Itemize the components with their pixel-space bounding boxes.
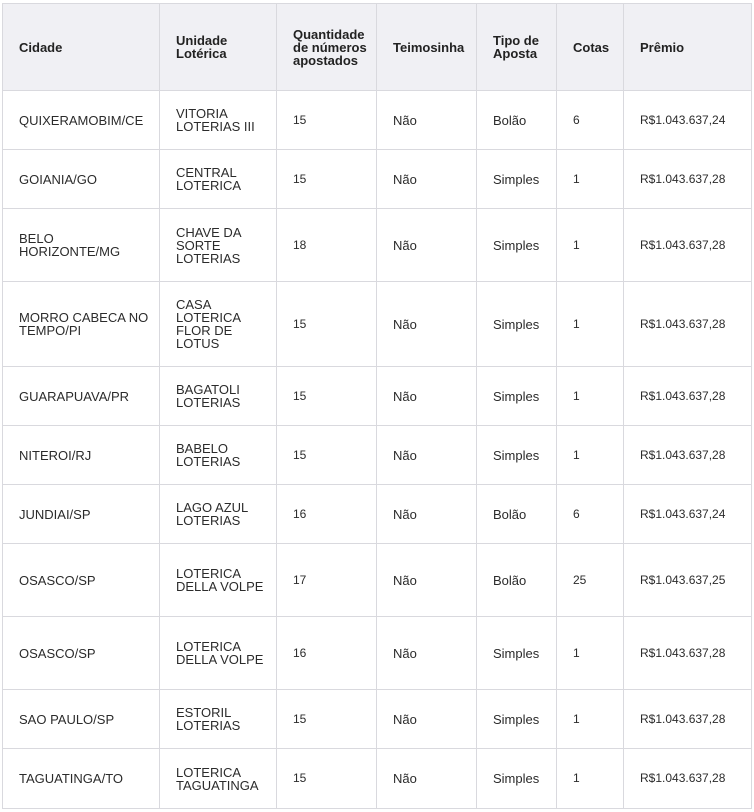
cell-unidade: CHAVE DA SORTE LOTERIAS — [160, 209, 277, 282]
cell-tipo: Bolão — [477, 485, 557, 544]
cell-cotas: 6 — [557, 91, 624, 150]
cell-cidade: MORRO CABECA NO TEMPO/PI — [3, 282, 160, 367]
cell-cidade: NITEROI/RJ — [3, 426, 160, 485]
table-row — [3, 617, 752, 690]
table-row — [3, 282, 752, 367]
cell-premio: R$1.043.637,25 — [624, 544, 752, 617]
table-body — [3, 91, 752, 809]
cell-quantidade: 17 — [277, 544, 377, 617]
header-cotas: Cotas — [557, 4, 624, 91]
header-tipo-de-aposta: Tipo de Aposta — [477, 4, 557, 91]
cell-premio: R$1.043.637,28 — [624, 617, 752, 690]
cell-cidade: OSASCO/SP — [3, 617, 160, 690]
cell-quantidade: 16 — [277, 617, 377, 690]
cell-unidade: LOTERICA DELLA VOLPE — [160, 544, 277, 617]
cell-unidade: BAGATOLI LOTERIAS — [160, 367, 277, 426]
cell-unidade: LOTERICA DELLA VOLPE — [160, 617, 277, 690]
cell-cotas: 1 — [557, 749, 624, 809]
cell-cidade: TAGUATINGA/TO — [3, 749, 160, 809]
header-teimosinha: Teimosinha — [377, 4, 477, 91]
cell-premio: R$1.043.637,24 — [624, 91, 752, 150]
cell-cidade: BELO HORIZONTE/MG — [3, 209, 160, 282]
cell-quantidade: 15 — [277, 690, 377, 749]
cell-tipo: Simples — [477, 690, 557, 749]
cell-premio: R$1.043.637,28 — [624, 426, 752, 485]
cell-tipo: Bolão — [477, 91, 557, 150]
cell-teimosinha: Não — [377, 426, 477, 485]
table-row — [3, 690, 752, 749]
cell-cotas: 1 — [557, 367, 624, 426]
cell-cotas: 1 — [557, 209, 624, 282]
cell-premio: R$1.043.637,24 — [624, 485, 752, 544]
cell-teimosinha: Não — [377, 544, 477, 617]
table-header — [3, 4, 752, 91]
cell-unidade: LAGO AZUL LOTERIAS — [160, 485, 277, 544]
cell-cidade: GOIANIA/GO — [3, 150, 160, 209]
cell-premio: R$1.043.637,28 — [624, 690, 752, 749]
cell-teimosinha: Não — [377, 209, 477, 282]
cell-teimosinha: Não — [377, 617, 477, 690]
cell-tipo: Simples — [477, 617, 557, 690]
header-unidade-loterica: Unidade Lotérica — [160, 4, 277, 91]
cell-tipo: Simples — [477, 150, 557, 209]
cell-quantidade: 15 — [277, 367, 377, 426]
table-row — [3, 209, 752, 282]
table-row — [3, 91, 752, 150]
cell-cidade: OSASCO/SP — [3, 544, 160, 617]
cell-teimosinha: Não — [377, 485, 477, 544]
cell-quantidade: 15 — [277, 282, 377, 367]
cell-cotas: 6 — [557, 485, 624, 544]
cell-teimosinha: Não — [377, 749, 477, 809]
table-row — [3, 544, 752, 617]
cell-unidade: LOTERICA TAGUATINGA — [160, 749, 277, 809]
cell-premio: R$1.043.637,28 — [624, 282, 752, 367]
winners-table — [2, 3, 752, 809]
cell-teimosinha: Não — [377, 367, 477, 426]
cell-teimosinha: Não — [377, 282, 477, 367]
header-row — [3, 4, 752, 91]
cell-tipo: Simples — [477, 209, 557, 282]
cell-tipo: Bolão — [477, 544, 557, 617]
cell-quantidade: 15 — [277, 150, 377, 209]
table-row — [3, 485, 752, 544]
cell-teimosinha: Não — [377, 690, 477, 749]
header-premio: Prêmio — [624, 4, 752, 91]
cell-tipo: Simples — [477, 282, 557, 367]
header-cidade: Cidade — [3, 4, 160, 91]
cell-unidade: CENTRAL LOTERICA — [160, 150, 277, 209]
cell-unidade: ESTORIL LOTERIAS — [160, 690, 277, 749]
cell-teimosinha: Não — [377, 91, 477, 150]
cell-premio: R$1.043.637,28 — [624, 367, 752, 426]
cell-cidade: SAO PAULO/SP — [3, 690, 160, 749]
cell-quantidade: 15 — [277, 91, 377, 150]
cell-cotas: 25 — [557, 544, 624, 617]
cell-cidade: JUNDIAI/SP — [3, 485, 160, 544]
cell-premio: R$1.043.637,28 — [624, 209, 752, 282]
cell-unidade: CASA LOTERICA FLOR DE LOTUS — [160, 282, 277, 367]
cell-tipo: Simples — [477, 749, 557, 809]
cell-cidade: GUARAPUAVA/PR — [3, 367, 160, 426]
cell-cotas: 1 — [557, 150, 624, 209]
table-row — [3, 426, 752, 485]
cell-quantidade: 18 — [277, 209, 377, 282]
cell-unidade: BABELO LOTERIAS — [160, 426, 277, 485]
cell-quantidade: 16 — [277, 485, 377, 544]
cell-quantidade: 15 — [277, 426, 377, 485]
cell-cotas: 1 — [557, 282, 624, 367]
table-row — [3, 150, 752, 209]
cell-tipo: Simples — [477, 367, 557, 426]
cell-premio: R$1.043.637,28 — [624, 749, 752, 809]
header-quantidade: Quantidade de números apostados — [277, 4, 377, 91]
cell-cotas: 1 — [557, 617, 624, 690]
cell-quantidade: 15 — [277, 749, 377, 809]
cell-unidade: VITORIA LOTERIAS III — [160, 91, 277, 150]
cell-tipo: Simples — [477, 426, 557, 485]
cell-premio: R$1.043.637,28 — [624, 150, 752, 209]
cell-cotas: 1 — [557, 426, 624, 485]
cell-teimosinha: Não — [377, 150, 477, 209]
table-row — [3, 749, 752, 809]
cell-cotas: 1 — [557, 690, 624, 749]
table-row — [3, 367, 752, 426]
cell-cidade: QUIXERAMOBIM/CE — [3, 91, 160, 150]
